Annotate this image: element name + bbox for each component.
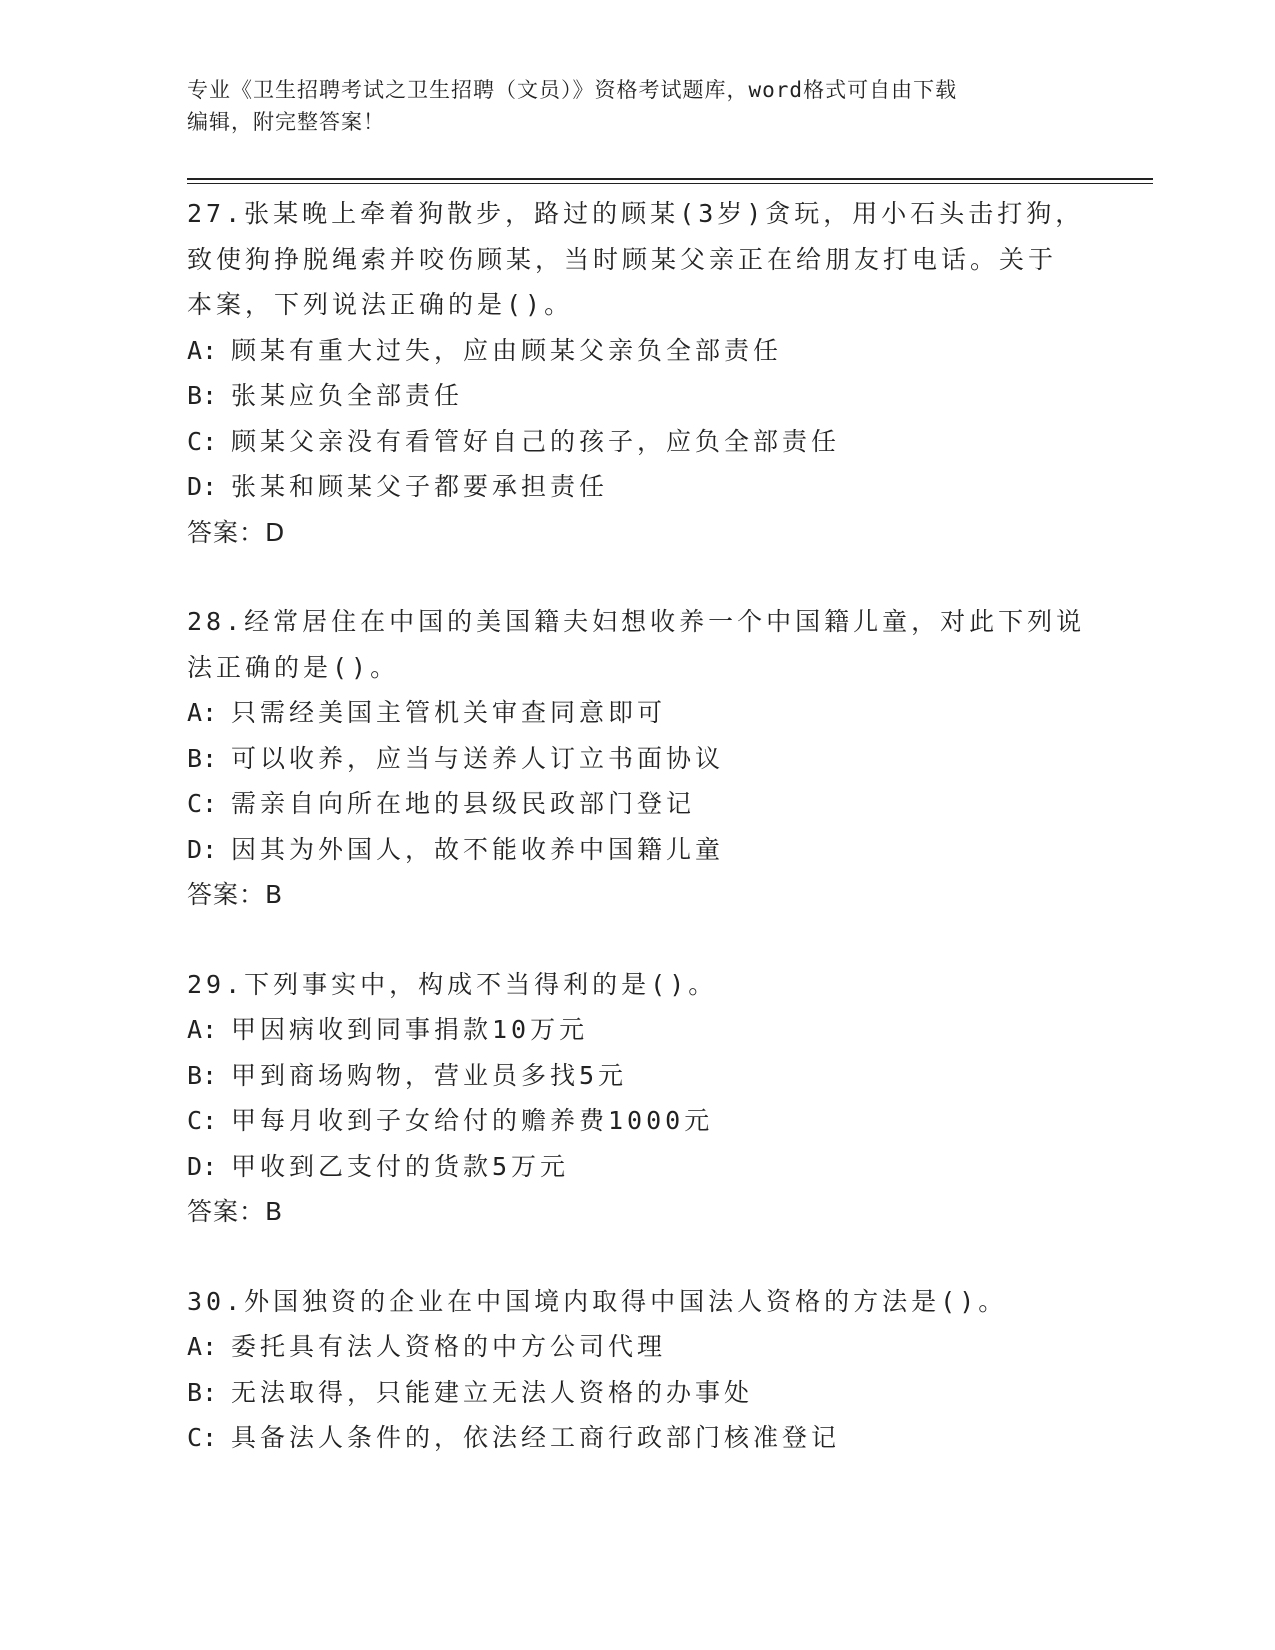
question-stem-line: 30.外国独资的企业在中国境内取得中国法人资格的方法是()。 — [187, 1286, 1008, 1316]
question-stem-line: 27.张某晚上牵着狗散步，路过的顾某(3岁)贪玩，用小石头击打狗， — [187, 199, 1085, 228]
option-text: 无法取得，只能建立无法人资格的办事处 — [231, 1377, 754, 1407]
option-text: 顾某有重大过失，应由顾某父亲负全部责任 — [231, 335, 783, 365]
option-b — [187, 736, 1087, 782]
option-label: D: — [187, 1151, 218, 1181]
question-stem-line: 本案，下列说法正确的是()。 — [187, 290, 574, 319]
header-divider-thick — [187, 178, 1153, 180]
option-text: 顾某父亲没有看管好自己的孩子，应负全部责任 — [231, 426, 841, 456]
question-stem-line: 法正确的是()。 — [187, 652, 400, 682]
question-stem-line: 29.下列事实中，构成不当得利的是()。 — [187, 969, 718, 999]
option-label: B: — [187, 1060, 218, 1090]
option-text: 需亲自向所在地的县级民政部门登记 — [231, 789, 696, 818]
option-label: D: — [187, 472, 218, 501]
option-c — [187, 419, 1087, 465]
option-label: B: — [187, 743, 218, 773]
question-29 — [187, 962, 1087, 1235]
option-a — [187, 1007, 1087, 1053]
option-a — [187, 690, 1087, 736]
option-text: 可以收养，应当与送养人订立书面协议 — [231, 743, 725, 773]
option-text: 张某应负全部责任 — [231, 381, 464, 410]
option-text: 甲因病收到同事捐款10万元 — [231, 1015, 589, 1044]
option-d — [187, 1144, 1087, 1190]
option-text: 因其为外国人，故不能收养中国籍儿童 — [231, 834, 725, 864]
option-text: 甲每月收到子女给付的赡养费1000元 — [231, 1106, 714, 1135]
option-b — [187, 1053, 1087, 1099]
header-line-2: 编辑，附完整答案！ — [187, 110, 385, 134]
option-label: C: — [187, 1423, 218, 1452]
question-stem-line: 致使狗挣脱绳索并咬伤顾某，当时顾某父亲正在给朋友打电话。关于 — [187, 244, 1058, 274]
option-b — [187, 373, 1087, 419]
option-label: D: — [187, 834, 218, 864]
option-label: A: — [187, 1332, 218, 1361]
option-label: C: — [187, 426, 218, 456]
option-label: A: — [187, 698, 218, 727]
option-label: A: — [187, 335, 218, 365]
option-label: C: — [187, 789, 218, 818]
question-stem-line: 28.经常居住在中国的美国籍夫妇想收养一个中国籍儿童，对此下列说 — [187, 607, 1086, 636]
option-b — [187, 1370, 1087, 1416]
answer-line: 答案：D — [187, 517, 286, 547]
answer-line: 答案：B — [187, 880, 284, 909]
option-a — [187, 1324, 1087, 1370]
option-label: C: — [187, 1106, 218, 1135]
question-28 — [187, 599, 1087, 918]
option-a — [187, 328, 1087, 374]
option-text: 只需经美国主管机关审查同意即可 — [231, 698, 667, 727]
option-d — [187, 827, 1087, 873]
question-27 — [187, 191, 1087, 555]
option-label: A: — [187, 1015, 218, 1044]
option-text: 张某和顾某父子都要承担责任 — [231, 472, 609, 501]
header-line-1: 专业《卫生招聘考试之卫生招聘（文员）》资格考试题库，word格式可自由下载 — [187, 78, 958, 102]
answer-line: 答案：B — [187, 1197, 284, 1226]
option-d — [187, 464, 1087, 510]
option-text: 委托具有法人资格的中方公司代理 — [231, 1332, 667, 1361]
option-label: B: — [187, 381, 218, 410]
question-30 — [187, 1279, 1087, 1461]
header-divider-thin — [187, 183, 1153, 184]
option-c — [187, 1415, 1087, 1461]
option-c — [187, 1098, 1087, 1144]
option-c — [187, 781, 1087, 827]
option-text: 甲收到乙支付的货款5万元 — [231, 1151, 570, 1181]
document-header — [187, 74, 1067, 138]
option-text: 甲到商场购物，营业员多找5元 — [231, 1060, 628, 1090]
option-text: 具备法人条件的，依法经工商行政部门核准登记 — [231, 1423, 841, 1452]
option-label: B: — [187, 1377, 218, 1407]
question-list — [187, 191, 1087, 1505]
